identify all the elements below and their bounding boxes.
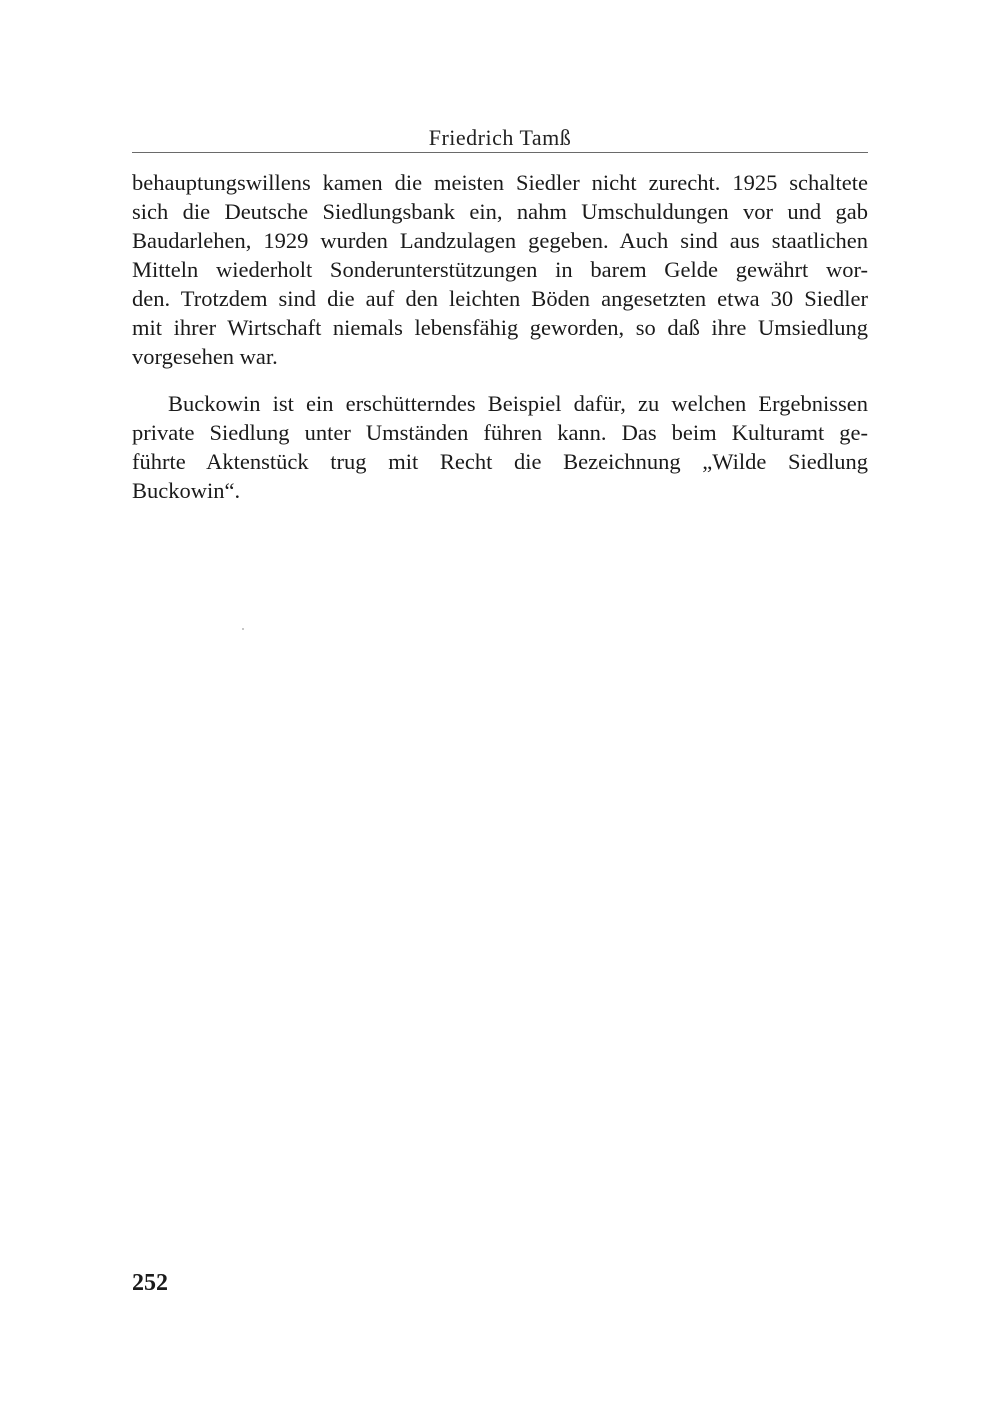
text-line: mit ihrer Wirtschaft niemals lebensfähig geworden, so daß ihre Umsiedlung xyxy=(132,315,868,340)
text-line: Mitteln wiederholt Sonderunterstützungen in barem Gelde gewährt wor- xyxy=(132,257,868,282)
running-header: Friedrich Tamß xyxy=(428,125,572,150)
text-line: Buckowin“. xyxy=(132,478,241,503)
paragraph-spacer xyxy=(132,371,868,389)
text-line: den. Trotzdem sind die auf den leichten Böden angesetzten etwa 30 Siedler xyxy=(132,286,868,311)
text-line: Buckowin ist ein erschütterndes Beispiel dafür, zu welchen Ergebnissen xyxy=(168,391,868,416)
paragraph-2 xyxy=(132,389,868,505)
text-line: behauptungswillens kamen die meisten Siedler nicht zurecht. 1925 schaltete xyxy=(132,170,868,195)
text-line: führte Aktenstück trug mit Recht die Bezeichnung „Wilde Siedlung xyxy=(132,449,868,474)
text-line: Baudarlehen, 1929 wurden Landzulagen gegeben. Auch sind aus staatlichen xyxy=(132,228,868,253)
header-rule xyxy=(132,152,868,153)
text-line: sich die Deutsche Siedlungsbank ein, nahm Umschuldungen vor und gab xyxy=(132,199,868,224)
text-line: vorgesehen war. xyxy=(132,344,278,369)
page-number: 252 xyxy=(132,1270,168,1296)
text-line: private Siedlung unter Umständen führen kann. Das beim Kulturamt ge- xyxy=(132,420,868,445)
scan-speck xyxy=(242,628,244,630)
body-text xyxy=(132,168,868,505)
paragraph-1 xyxy=(132,168,868,371)
